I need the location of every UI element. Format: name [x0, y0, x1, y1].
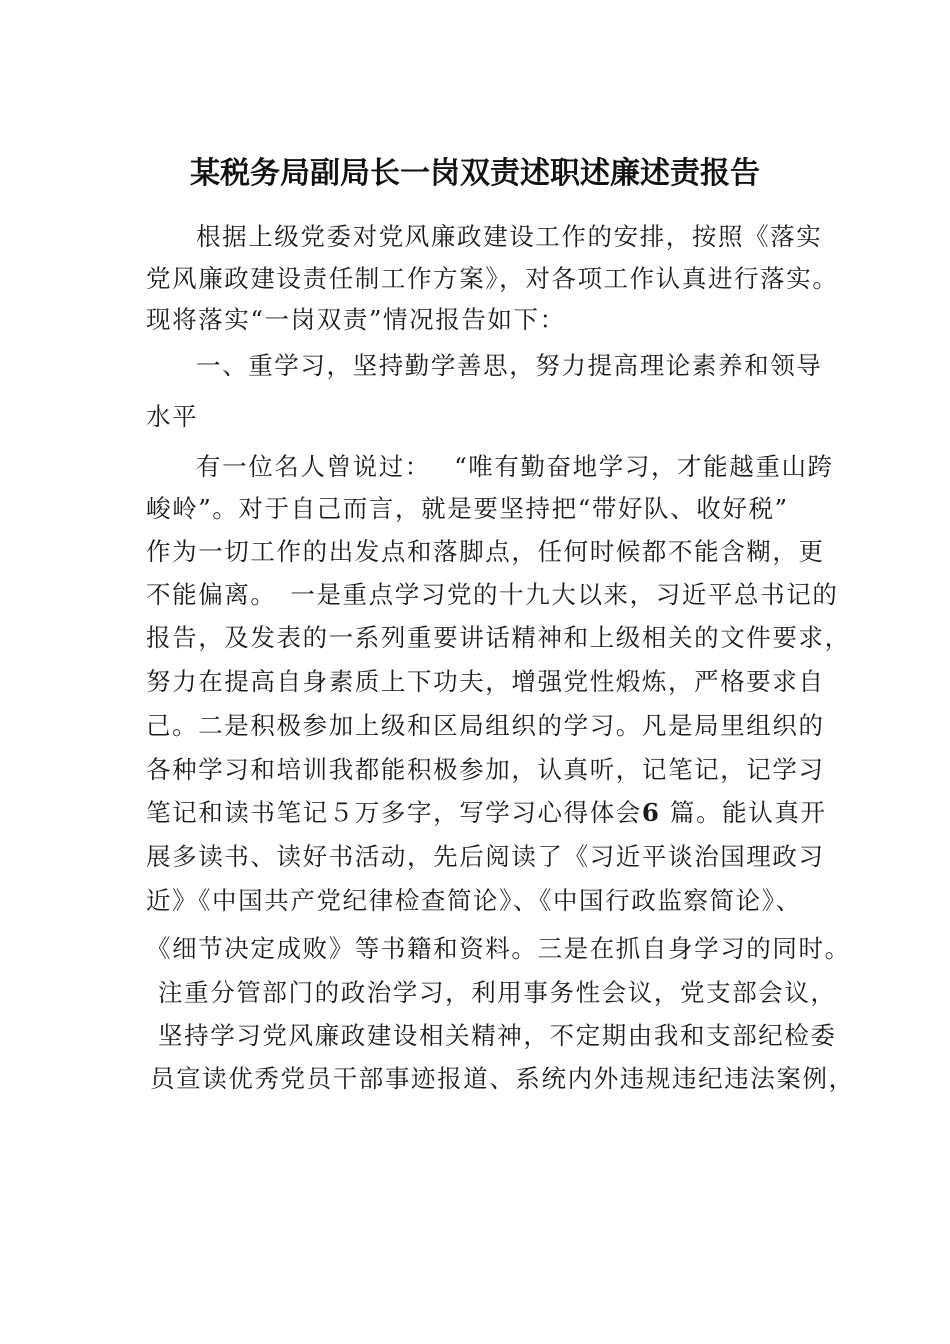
paragraph-line: 有一位名人曾说过： “唯有勤奋地学习，才能越重山跨	[196, 452, 834, 481]
paragraph-line: 峻岭”。对于自己而言，就是要坚持把“带好队、收好税”	[146, 494, 789, 523]
paragraph-line: 根据上级党委对党风廉政建设工作的安排，按照《落实	[196, 222, 823, 251]
page-title: 某税务局副局长一岗双责述职述廉述责报告	[190, 156, 760, 191]
paragraph-line: 《细节决定成败》等书籍和资料。三是在抓自身学习的同时。	[146, 934, 851, 963]
section-heading-line: 水平	[146, 402, 199, 431]
paragraph-line: 不能偏离。 一是重点学习党的十九大以来，习近平总书记的	[146, 580, 839, 609]
paragraph-line: 展多读书、读好书活动，先后阅读了《习近平谈治国理政习	[146, 842, 825, 871]
line-segment: 篇。能认真开	[669, 798, 827, 827]
line-segment: 笔记和读书笔记５万多字，写学习心得体会	[146, 798, 642, 827]
paragraph-line: 员宣读优秀党员干部事迹报道、系统内外违规违纪违法案例，	[150, 1064, 855, 1093]
paragraph-line: 己。二是积极参加上级和区局组织的学习。凡是局里组织的	[146, 711, 825, 740]
paragraph-line: 努力在提高自身素质上下功夫，增强党性煅炼，严格要求自	[146, 667, 825, 696]
bold-number: 6	[641, 798, 661, 827]
paragraph-line: 各种学习和培训我都能积极参加，认真听，记笔记，记学习	[146, 755, 825, 784]
paragraph-line: 坚持学习党风廉政建设相关精神，不定期由我和支部纪检委	[158, 1021, 837, 1050]
paragraph-line: 现将落实“一岗双责”情况报告如下：	[146, 305, 566, 334]
paragraph-line: 作为一切工作的出发点和落脚点，任何时候都不能含糊，更	[146, 537, 825, 566]
paragraph-line: 注重分管部门的政治学习，利用事务性会议，党支部会议，	[158, 978, 837, 1007]
section-heading-line: 一、重学习，坚持勤学善思，努力提高理论素养和领导	[196, 351, 823, 380]
paragraph-line: 党风廉政建设责任制工作方案》，对各项工作认真进行落实。	[146, 264, 839, 293]
paragraph-line: 报告，及发表的一系列重要讲话精神和上级相关的文件要求，	[146, 623, 851, 652]
paragraph-line-with-number	[146, 798, 827, 828]
paragraph-line: 近》《中国共产党纪律检查简论》、《中国行政监察简论》、	[146, 886, 802, 915]
